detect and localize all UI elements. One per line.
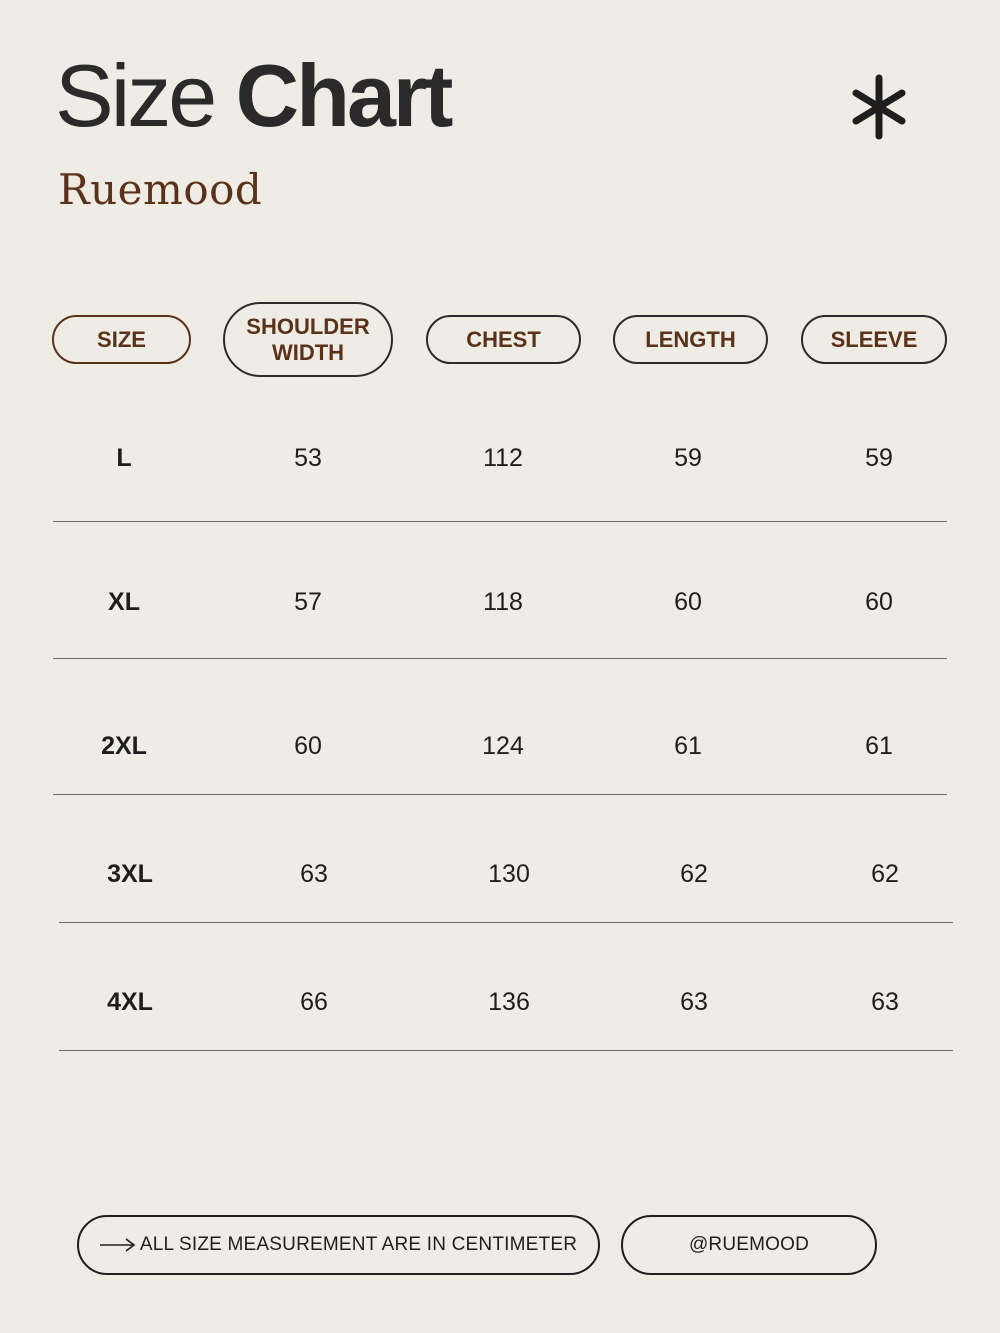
- arrow-right-icon: [100, 1238, 136, 1252]
- cell-shoulder: 53: [294, 444, 322, 472]
- cell-length: 61: [674, 732, 702, 760]
- row-divider: [59, 922, 953, 923]
- row-divider: [53, 658, 947, 659]
- row-divider: [53, 521, 947, 522]
- measurement-note: [77, 1215, 600, 1275]
- cell-shoulder: 66: [300, 988, 328, 1016]
- header-sleeve: SLEEVE: [801, 315, 947, 364]
- header-length: LENGTH: [613, 315, 768, 364]
- header-shoulder-width: SHOULDER WIDTH: [223, 302, 393, 377]
- measurement-note-text: ALL SIZE MEASUREMENT ARE IN CENTIMETER: [139, 1234, 578, 1255]
- cell-size: 2XL: [101, 732, 147, 760]
- cell-shoulder: 60: [294, 732, 322, 760]
- cell-size: XL: [108, 588, 140, 616]
- cell-size: L: [116, 444, 132, 472]
- header-size: SIZE: [52, 315, 191, 364]
- cell-sleeve: 61: [865, 732, 893, 760]
- social-handle-badge: [621, 1215, 877, 1275]
- cell-shoulder: 63: [300, 860, 328, 888]
- title-chart-word: Chart: [235, 46, 451, 145]
- cell-length: 63: [680, 988, 708, 1016]
- header-chest: CHEST: [426, 315, 581, 364]
- cell-length: 60: [674, 588, 702, 616]
- cell-sleeve: 63: [871, 988, 899, 1016]
- cell-chest: 124: [482, 732, 524, 760]
- cell-shoulder: 57: [294, 588, 322, 616]
- page-title: [55, 46, 451, 145]
- cell-size: 4XL: [107, 988, 153, 1016]
- cell-chest: 136: [488, 988, 530, 1016]
- cell-sleeve: 62: [871, 860, 899, 888]
- cell-sleeve: 59: [865, 444, 893, 472]
- cell-chest: 130: [488, 860, 530, 888]
- brand-name: Ruemood: [58, 165, 263, 214]
- title-size-word: Size: [55, 46, 215, 145]
- cell-size: 3XL: [107, 860, 153, 888]
- cell-length: 62: [680, 860, 708, 888]
- social-handle-text: @RUEMOOD: [688, 1234, 810, 1255]
- cell-sleeve: 60: [865, 588, 893, 616]
- cell-chest: 112: [483, 444, 523, 472]
- cell-length: 59: [674, 444, 702, 472]
- row-divider: [53, 794, 947, 795]
- asterisk-icon: [850, 72, 908, 142]
- cell-chest: 118: [483, 588, 523, 616]
- row-divider: [59, 1050, 953, 1051]
